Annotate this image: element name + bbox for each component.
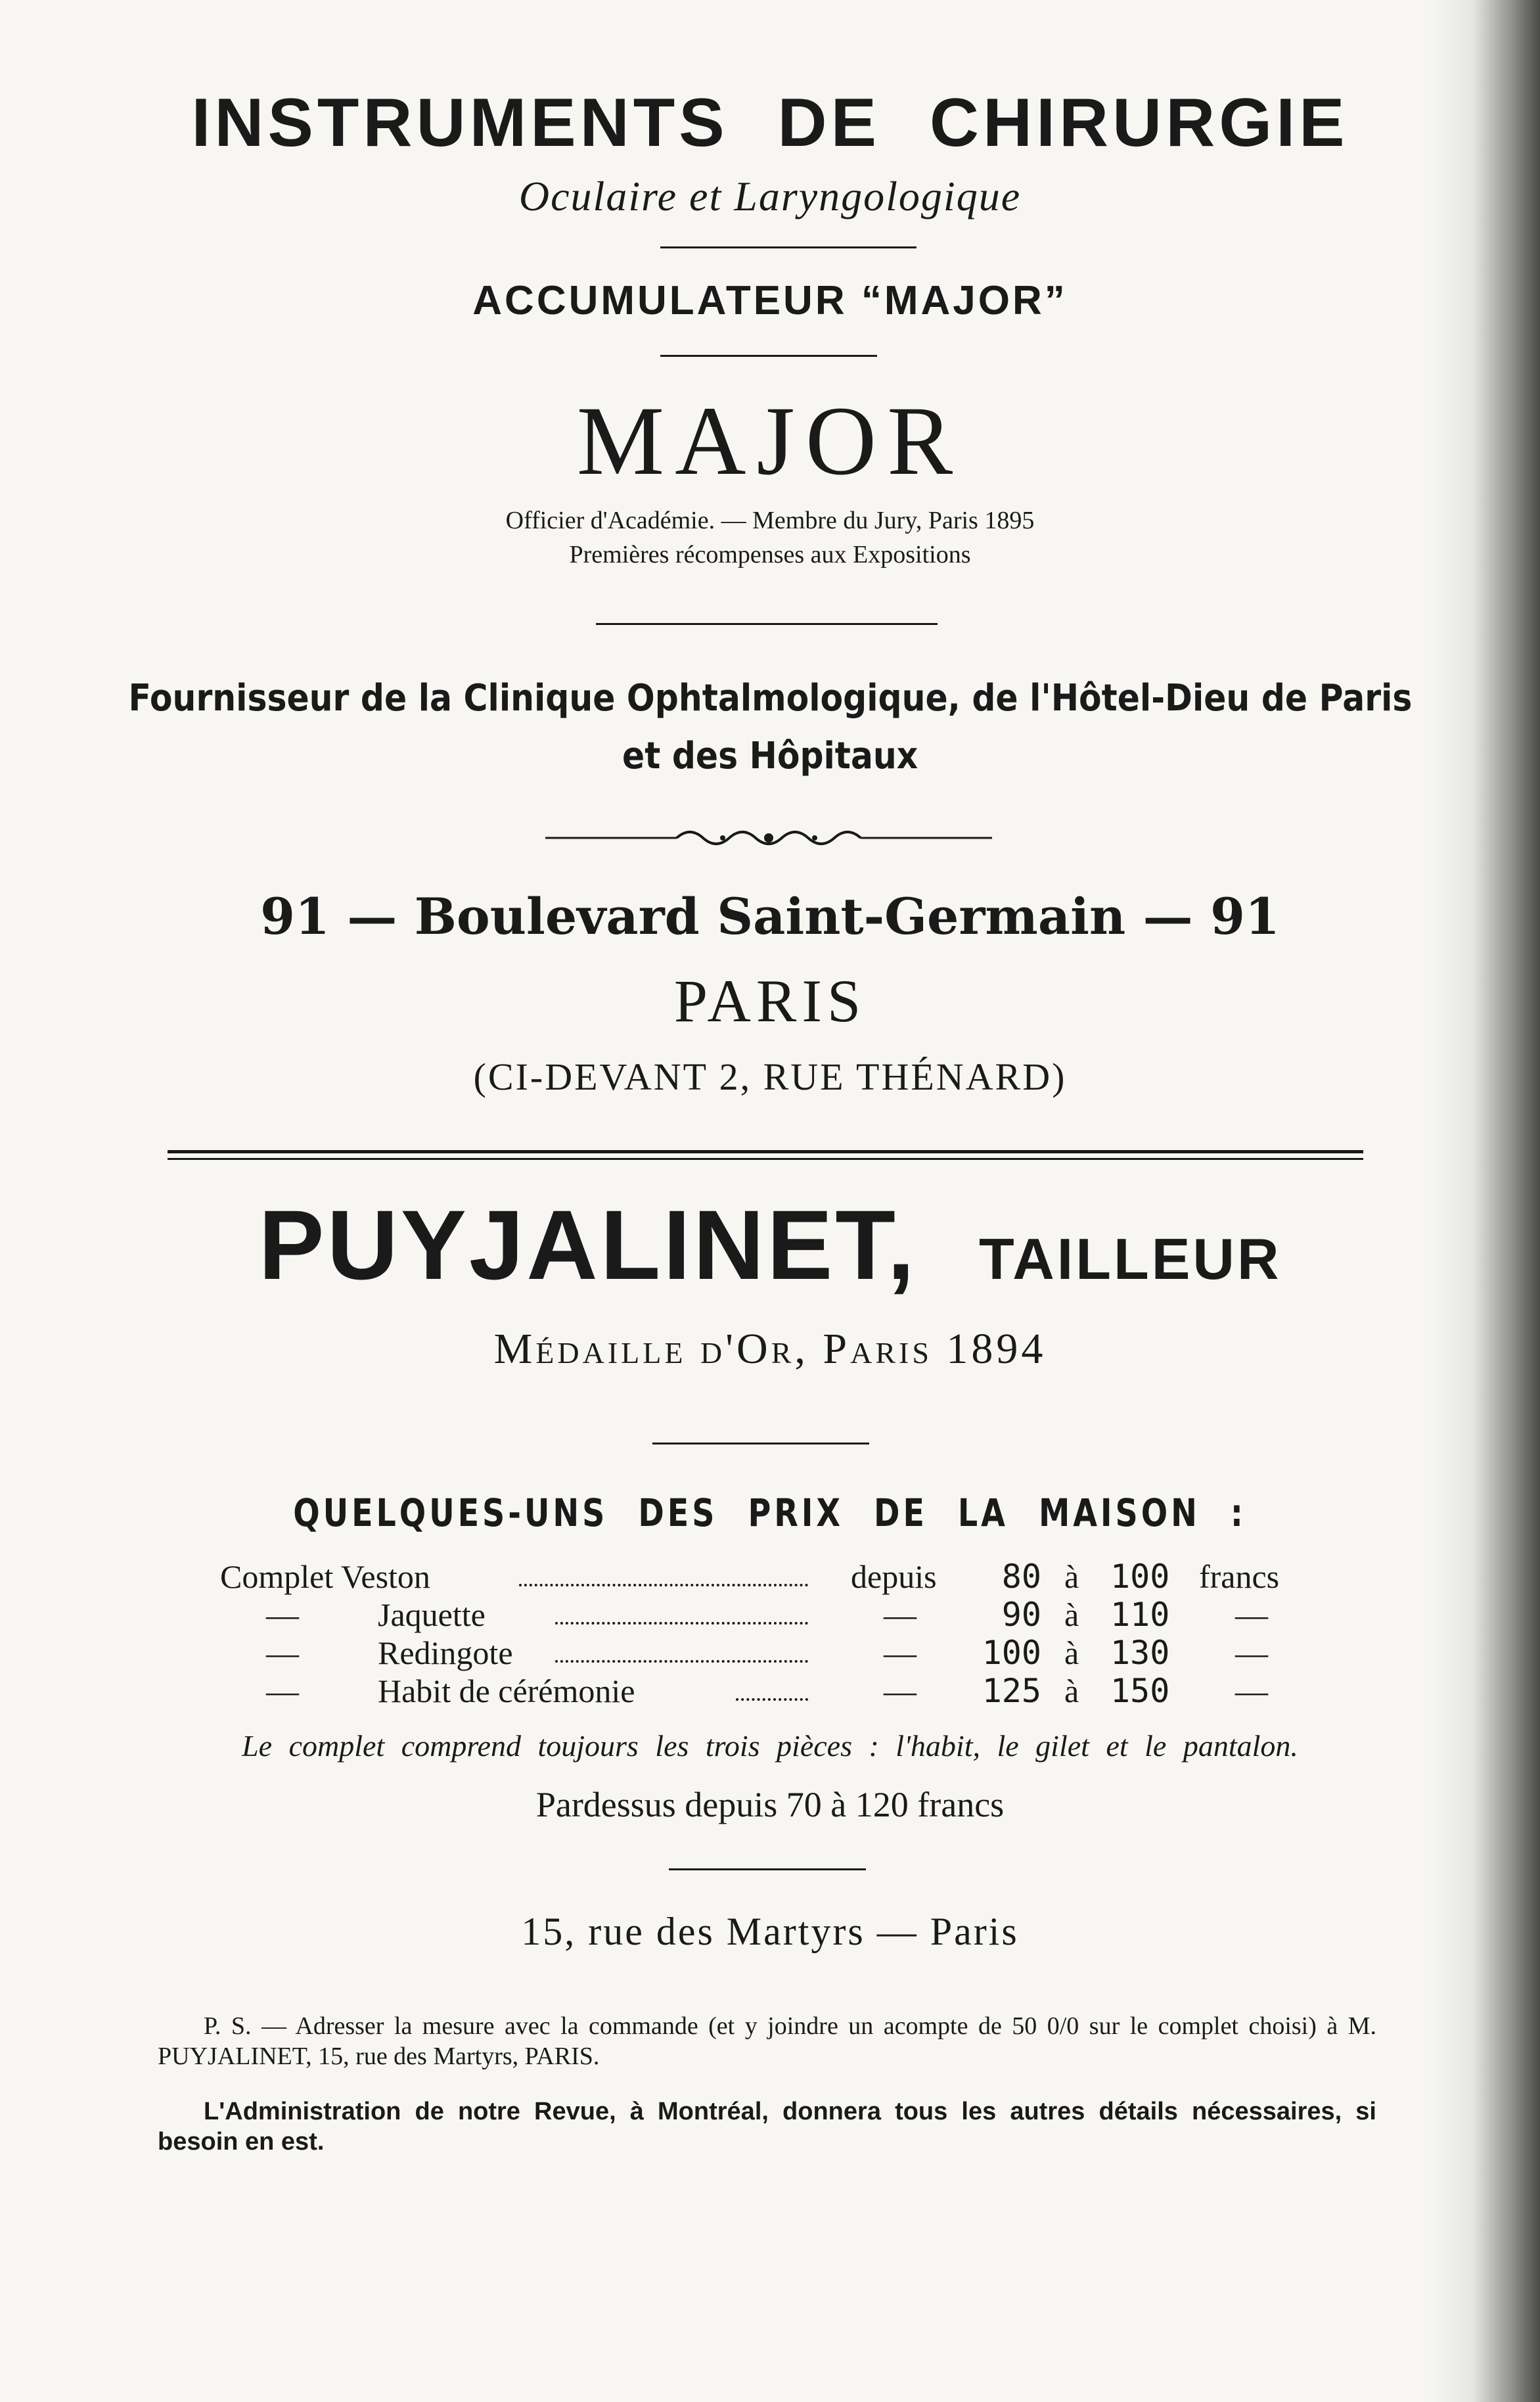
price-low: 125 — [982, 1672, 1041, 1710]
price-high: 100 — [1110, 1558, 1170, 1596]
ad1-honors-line-1: Officier d'Académie. — Membre du Jury, Paris 1895 — [505, 507, 1035, 534]
price-to: à — [1064, 1558, 1079, 1595]
ad2-overcoat: Pardessus depuis 70 à 120 francs — [535, 1785, 1005, 1824]
price-leader-dots — [555, 1634, 808, 1663]
price-from: — — [884, 1596, 917, 1633]
price-prefix: — — [266, 1596, 299, 1633]
ad1-divider-2 — [660, 355, 877, 357]
ad2-note: Le complet comprend toujours les trois pièces : l'habit, le gilet et le pantalon. — [242, 1729, 1298, 1763]
ad1-divider-1 — [660, 246, 917, 248]
section-separator-top — [168, 1150, 1363, 1153]
scan-edge-shadow — [1428, 0, 1540, 2402]
price-item: Complet Veston — [220, 1558, 430, 1595]
ad2-admin-note: L'Administration de notre Revue, à Montréal, donnera tous les autres détails nécessaires, si besoin en est. — [158, 2098, 1376, 2156]
price-row — [0, 1634, 1540, 1673]
ad1-city: PARIS — [673, 967, 867, 1034]
ornament-divider — [545, 818, 992, 858]
price-high: 110 — [1110, 1596, 1170, 1634]
ad1-brand: MAJOR — [576, 386, 964, 496]
ad2-address: 15, rue des Martyrs — Paris — [521, 1910, 1019, 1953]
price-row — [0, 1672, 1540, 1711]
price-low: 90 — [1001, 1596, 1041, 1634]
price-item: Redingote — [378, 1634, 513, 1671]
price-low: 100 — [982, 1634, 1041, 1672]
price-leader-dots — [736, 1672, 808, 1701]
price-unit: — — [1235, 1673, 1268, 1709]
price-from: — — [884, 1634, 917, 1671]
price-to: à — [1064, 1673, 1079, 1709]
ad1-supplier-line-2 — [0, 735, 1540, 777]
ad1-subtitle: Oculaire et Laryngologique — [518, 173, 1022, 219]
section-separator-bottom — [168, 1158, 1363, 1160]
ad2-trade: TAILLEUR — [979, 1226, 1282, 1291]
ad2-medal: Médaille d'Or, Paris 1894 — [493, 1325, 1047, 1373]
price-item: Jaquette — [378, 1596, 486, 1633]
ad1-honors-line-2: Premières récompenses aux Expositions — [569, 541, 971, 568]
price-leader-dots — [519, 1558, 808, 1586]
ad1-title: INSTRUMENTS DE CHIRURGIE — [191, 85, 1349, 161]
price-unit: — — [1235, 1596, 1268, 1633]
price-item: Habit de cérémonie — [378, 1673, 635, 1709]
ad1-address: 91 — Boulevard Saint-Germain — 91 — [260, 887, 1280, 946]
ad1-former-address: (CI-DEVANT 2, RUE THÉNARD) — [473, 1055, 1067, 1098]
ad1-divider-3 — [596, 623, 938, 625]
ad2-divider-2 — [669, 1868, 866, 1870]
price-from: — — [884, 1673, 917, 1709]
price-high: 150 — [1110, 1672, 1170, 1710]
ad1-product: ACCUMULATEUR “MAJOR” — [472, 278, 1068, 323]
price-unit: — — [1235, 1634, 1268, 1671]
price-unit: francs — [1199, 1558, 1280, 1595]
ad1-supplier-line-1 — [0, 677, 1540, 720]
ad2-name: PUYJALINET, — [258, 1189, 917, 1300]
price-row — [0, 1596, 1540, 1635]
price-prefix: — — [266, 1673, 299, 1709]
ad1-supplier-text-1: Fournisseur de la Clinique Ophtalmologique, de l'Hôtel-Dieu de Paris — [128, 677, 1412, 720]
price-prefix: — — [266, 1634, 299, 1671]
ad2-prices-heading — [0, 1490, 1540, 1535]
price-low: 80 — [1001, 1558, 1041, 1596]
price-row — [0, 1558, 1540, 1597]
price-high: 130 — [1110, 1634, 1170, 1672]
price-to: à — [1064, 1596, 1079, 1633]
ad2-prices-heading-text: QUELQUES-UNS DES PRIX DE LA MAISON : — [293, 1490, 1247, 1535]
price-from: depuis — [851, 1558, 937, 1595]
ad1-supplier-text-2: et des Hôpitaux — [622, 735, 918, 777]
ad2-divider-1 — [652, 1443, 869, 1444]
ad2-heading — [0, 1188, 1540, 1302]
ad2-ps: P. S. — Adresser la mesure avec la commande (et y joindre un acompte de 50 0/0 sur le complet choisi) à M. PUYJALINET, 15, rue des Martyrs, PARIS. — [158, 2012, 1376, 2070]
price-leader-dots — [555, 1596, 808, 1625]
price-to: à — [1064, 1634, 1079, 1671]
